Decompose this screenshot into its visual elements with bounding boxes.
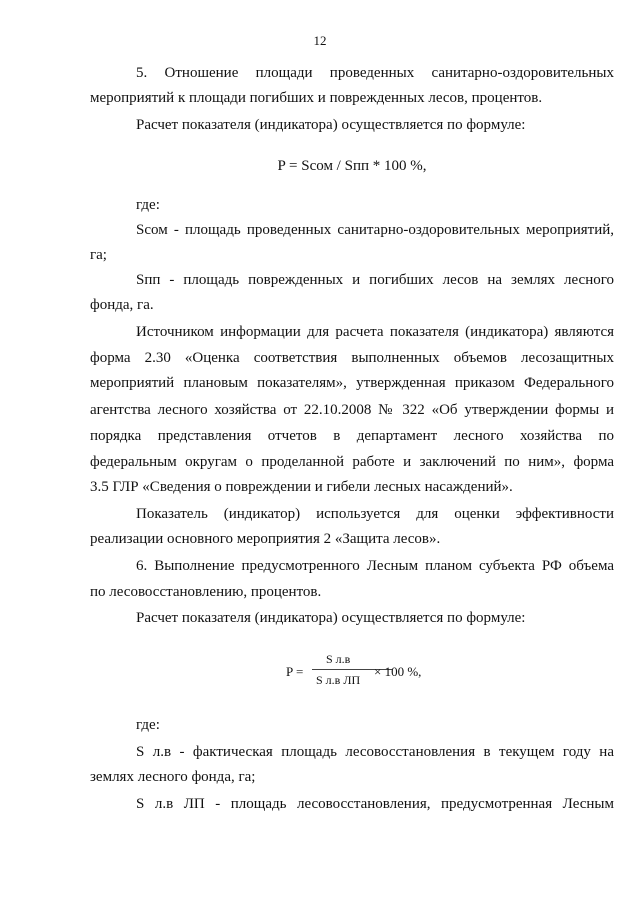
text-line: Показатель (индикатор) используется для оценки эффективности bbox=[136, 506, 614, 522]
page-number: 12 bbox=[313, 33, 327, 48]
text-line: P = Sсом / Sпп * 100 %, bbox=[277, 158, 427, 174]
text-line: га; bbox=[90, 247, 107, 263]
text-line: по лесовосстановлению, процентов. bbox=[90, 584, 322, 600]
formula-rhs: × 100 %, bbox=[374, 664, 422, 679]
text-line: 6. Выполнение предусмотренного Лесным планом субъекта РФ объема bbox=[136, 558, 614, 574]
formula-fraction bbox=[286, 652, 446, 692]
text-line: где: bbox=[136, 197, 160, 213]
text-line: мероприятий плановым показателям», утвержденная приказом Федерального bbox=[90, 375, 614, 391]
text-line: Расчет показателя (индикатора) осуществляется по формуле: bbox=[136, 117, 526, 133]
text-line: фонда, га. bbox=[90, 297, 154, 313]
formula-lhs: P = bbox=[286, 664, 304, 679]
text-line: агентства лесного хозяйства от 22.10.2008 № 322 «Об утверждении формы и bbox=[90, 402, 614, 418]
text-line: федеральным округам о проделанной работе и заключений по ним», форма bbox=[90, 454, 614, 470]
formula-denominator: S л.в ЛП bbox=[316, 673, 361, 687]
text-line: S л.в ЛП - площадь лесовосстановления, предусмотренная Лесным bbox=[136, 796, 614, 812]
text-line: Sсом - площадь проведенных санитарно-оздоровительных мероприятий, bbox=[136, 222, 614, 238]
text-line: реализации основного мероприятия 2 «Защита лесов». bbox=[90, 531, 441, 547]
text-line: Sпп - площадь поврежденных и погибших лесов на землях лесного bbox=[136, 272, 614, 288]
text-line: где: bbox=[136, 717, 160, 733]
text-line: Источником информации для расчета показателя (индикатора) являются bbox=[136, 324, 614, 340]
text-line: 3.5 ГЛР «Сведения о повреждении и гибели лесных насаждений». bbox=[90, 479, 513, 495]
text-line: S л.в - фактическая площадь лесовосстановления в текущем году на bbox=[136, 744, 614, 760]
text-line: землях лесного фонда, га; bbox=[90, 769, 256, 785]
text-line: 5. Отношение площади проведенных санитарно-оздоровительных bbox=[136, 65, 614, 81]
formula-numerator: S л.в bbox=[326, 652, 351, 666]
text-line: форма 2.30 «Оценка соответствия выполненных объемов лесозащитных bbox=[90, 350, 614, 366]
text-line: мероприятий к площади погибших и поврежденных лесов, процентов. bbox=[90, 90, 543, 106]
text-line: Расчет показателя (индикатора) осуществляется по формуле: bbox=[136, 610, 526, 626]
text-line: порядка представления отчетов в департамент лесного хозяйства по bbox=[90, 428, 614, 444]
